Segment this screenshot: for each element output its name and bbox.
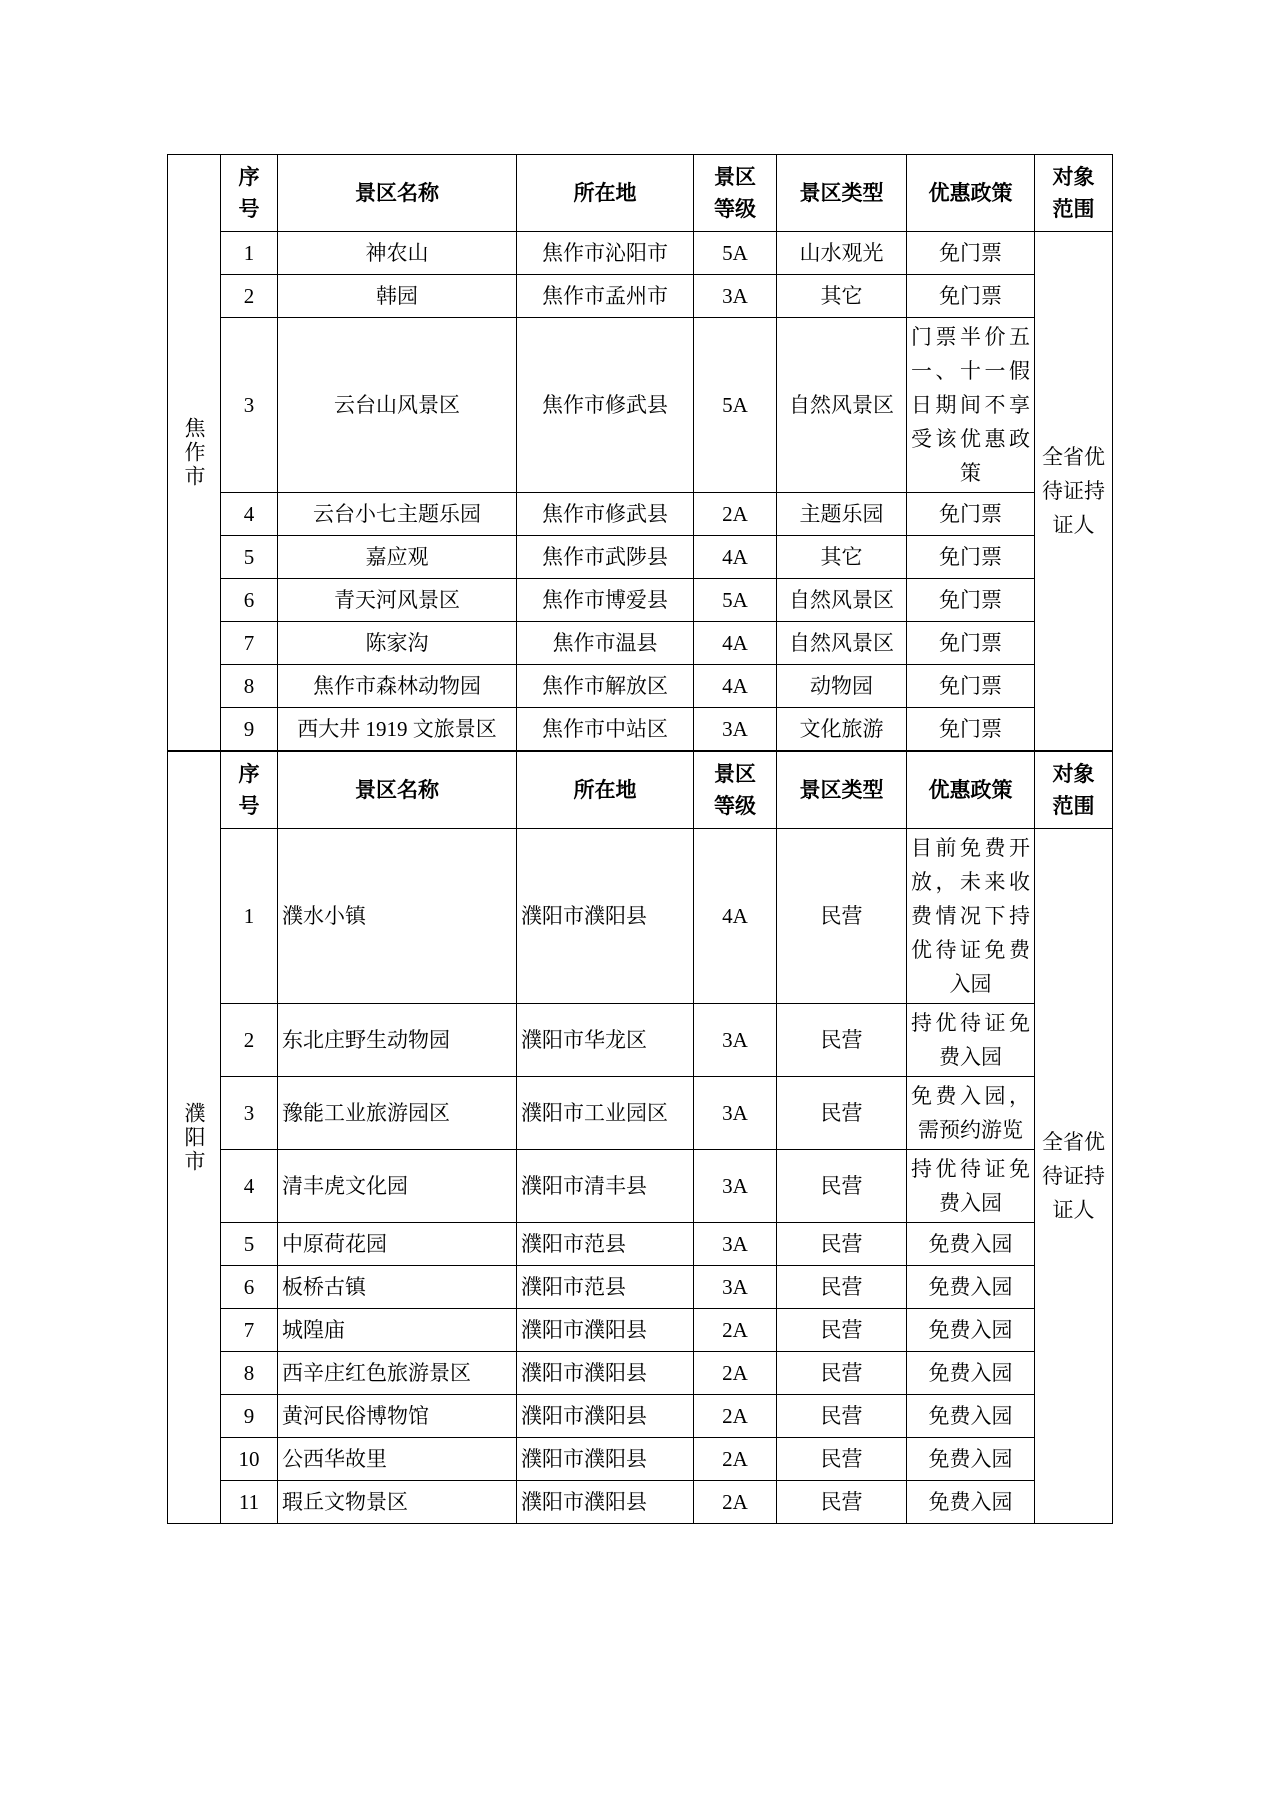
policy: 免门票 — [907, 708, 1035, 751]
location: 焦作市修武县 — [517, 318, 694, 493]
table-row — [168, 665, 1113, 708]
table-header-row — [168, 752, 1113, 829]
row-number: 1 — [221, 232, 278, 275]
column-header-name: 景区名称 — [278, 155, 517, 232]
table-row — [168, 1150, 1113, 1223]
table-row — [168, 1266, 1113, 1309]
type: 民营 — [777, 1438, 907, 1481]
grade: 5A — [694, 579, 777, 622]
table-row — [168, 493, 1113, 536]
type: 动物园 — [777, 665, 907, 708]
table-header-row — [168, 155, 1113, 232]
type: 自然风景区 — [777, 622, 907, 665]
row-number: 11 — [221, 1481, 278, 1524]
table-row — [168, 232, 1113, 275]
location: 焦作市解放区 — [517, 665, 694, 708]
scenic-area-name: 黄河民俗博物馆 — [278, 1395, 517, 1438]
grade: 2A — [694, 1352, 777, 1395]
row-number: 6 — [221, 579, 278, 622]
scenic-area-name: 公西华故里 — [278, 1438, 517, 1481]
type: 民营 — [777, 829, 907, 1004]
row-number: 8 — [221, 1352, 278, 1395]
column-header-name: 景区名称 — [278, 752, 517, 829]
scenic-area-name: 西大井 1919 文旅景区 — [278, 708, 517, 751]
policy: 持优待证免费入园 — [907, 1150, 1035, 1223]
type: 民营 — [777, 1309, 907, 1352]
type: 民营 — [777, 1004, 907, 1077]
scenic-area-name: 清丰虎文化园 — [278, 1150, 517, 1223]
policy: 免费入园 — [907, 1395, 1035, 1438]
grade: 4A — [694, 665, 777, 708]
column-header-policy: 优惠政策 — [907, 752, 1035, 829]
row-number: 5 — [221, 536, 278, 579]
type: 自然风景区 — [777, 579, 907, 622]
table-row — [168, 1438, 1113, 1481]
column-header-location: 所在地 — [517, 155, 694, 232]
type: 民营 — [777, 1352, 907, 1395]
policy: 免门票 — [907, 622, 1035, 665]
row-number: 4 — [221, 1150, 278, 1223]
type: 主题乐园 — [777, 493, 907, 536]
location: 焦作市沁阳市 — [517, 232, 694, 275]
scenic-area-name: 嘉应观 — [278, 536, 517, 579]
column-header-grade: 景区等级 — [694, 752, 777, 829]
table-row — [168, 1223, 1113, 1266]
scenic-area-name: 中原荷花园 — [278, 1223, 517, 1266]
table-row — [168, 622, 1113, 665]
scenic-area-name: 瑕丘文物景区 — [278, 1481, 517, 1524]
row-number: 7 — [221, 1309, 278, 1352]
policy: 免费入园 — [907, 1352, 1035, 1395]
column-header-type: 景区类型 — [777, 155, 907, 232]
scenic-area-name: 云台小七主题乐园 — [278, 493, 517, 536]
location: 濮阳市华龙区 — [517, 1004, 694, 1077]
grade: 5A — [694, 318, 777, 493]
location: 濮阳市濮阳县 — [517, 1438, 694, 1481]
location: 濮阳市范县 — [517, 1266, 694, 1309]
scenic-area-name: 青天河风景区 — [278, 579, 517, 622]
grade: 5A — [694, 232, 777, 275]
grade: 4A — [694, 829, 777, 1004]
table-row — [168, 536, 1113, 579]
location: 濮阳市濮阳县 — [517, 1481, 694, 1524]
table-row — [168, 829, 1113, 1004]
policy: 目前免费开放，未来收费情况下持优待证免费入园 — [907, 829, 1035, 1004]
column-header-policy: 优惠政策 — [907, 155, 1035, 232]
row-number: 9 — [221, 1395, 278, 1438]
location: 濮阳市濮阳县 — [517, 1309, 694, 1352]
grade: 3A — [694, 275, 777, 318]
scenic-area-table — [167, 751, 1113, 1524]
scenic-area-tables — [0, 154, 1280, 1524]
type: 其它 — [777, 536, 907, 579]
table-row — [168, 708, 1113, 751]
row-number: 5 — [221, 1223, 278, 1266]
table-row — [168, 1481, 1113, 1524]
grade: 2A — [694, 1395, 777, 1438]
table-row — [168, 1395, 1113, 1438]
policy: 免费入园，需预约游览 — [907, 1077, 1035, 1150]
type: 民营 — [777, 1266, 907, 1309]
policy: 持优待证免费入园 — [907, 1004, 1035, 1077]
location: 濮阳市濮阳县 — [517, 1352, 694, 1395]
policy: 免费入园 — [907, 1438, 1035, 1481]
table-row — [168, 579, 1113, 622]
scenic-area-name: 濮水小镇 — [278, 829, 517, 1004]
row-number: 10 — [221, 1438, 278, 1481]
table-row — [168, 1352, 1113, 1395]
scenic-area-table — [167, 154, 1113, 751]
table-row — [168, 1077, 1113, 1150]
scenic-area-name: 韩园 — [278, 275, 517, 318]
scenic-area-name: 神农山 — [278, 232, 517, 275]
city-label: 焦作市 — [168, 155, 221, 751]
policy: 免门票 — [907, 665, 1035, 708]
city-label: 濮阳市 — [168, 752, 221, 1524]
scope-cell: 全省优待证持证人 — [1035, 829, 1113, 1524]
table-row — [168, 275, 1113, 318]
policy: 免门票 — [907, 536, 1035, 579]
location: 濮阳市清丰县 — [517, 1150, 694, 1223]
row-number: 2 — [221, 1004, 278, 1077]
scenic-area-name: 板桥古镇 — [278, 1266, 517, 1309]
column-header-scope: 对象范围 — [1035, 752, 1113, 829]
column-header-location: 所在地 — [517, 752, 694, 829]
location: 焦作市温县 — [517, 622, 694, 665]
location: 濮阳市濮阳县 — [517, 829, 694, 1004]
grade: 3A — [694, 1004, 777, 1077]
location: 濮阳市濮阳县 — [517, 1395, 694, 1438]
grade: 2A — [694, 1309, 777, 1352]
grade: 4A — [694, 536, 777, 579]
policy: 免费入园 — [907, 1223, 1035, 1266]
policy: 免门票 — [907, 493, 1035, 536]
grade: 4A — [694, 622, 777, 665]
row-number: 1 — [221, 829, 278, 1004]
scenic-area-name: 东北庄野生动物园 — [278, 1004, 517, 1077]
row-number: 3 — [221, 1077, 278, 1150]
column-header-no: 序号 — [221, 155, 278, 232]
location: 濮阳市工业园区 — [517, 1077, 694, 1150]
row-number: 3 — [221, 318, 278, 493]
type: 民营 — [777, 1223, 907, 1266]
location: 濮阳市范县 — [517, 1223, 694, 1266]
column-header-scope: 对象范围 — [1035, 155, 1113, 232]
column-header-no: 序号 — [221, 752, 278, 829]
type: 民营 — [777, 1077, 907, 1150]
scenic-area-name: 城隍庙 — [278, 1309, 517, 1352]
column-header-grade: 景区等级 — [694, 155, 777, 232]
grade: 3A — [694, 1077, 777, 1150]
scenic-area-name: 焦作市森林动物园 — [278, 665, 517, 708]
type: 民营 — [777, 1481, 907, 1524]
type: 文化旅游 — [777, 708, 907, 751]
type: 民营 — [777, 1150, 907, 1223]
grade: 3A — [694, 708, 777, 751]
type: 山水观光 — [777, 232, 907, 275]
grade: 2A — [694, 1481, 777, 1524]
location: 焦作市修武县 — [517, 493, 694, 536]
scenic-area-name: 西辛庄红色旅游景区 — [278, 1352, 517, 1395]
grade: 3A — [694, 1223, 777, 1266]
row-number: 9 — [221, 708, 278, 751]
policy: 免费入园 — [907, 1481, 1035, 1524]
type: 自然风景区 — [777, 318, 907, 493]
scenic-area-name: 云台山风景区 — [278, 318, 517, 493]
policy: 免门票 — [907, 232, 1035, 275]
location: 焦作市武陟县 — [517, 536, 694, 579]
grade: 2A — [694, 1438, 777, 1481]
scenic-area-name: 陈家沟 — [278, 622, 517, 665]
row-number: 2 — [221, 275, 278, 318]
type: 其它 — [777, 275, 907, 318]
policy: 免门票 — [907, 579, 1035, 622]
row-number: 8 — [221, 665, 278, 708]
location: 焦作市孟州市 — [517, 275, 694, 318]
grade: 2A — [694, 493, 777, 536]
row-number: 4 — [221, 493, 278, 536]
policy: 免费入园 — [907, 1266, 1035, 1309]
table-row — [168, 318, 1113, 493]
table-row — [168, 1309, 1113, 1352]
policy: 门票半价五一、十一假日期间不享受该优惠政策 — [907, 318, 1035, 493]
location: 焦作市中站区 — [517, 708, 694, 751]
policy: 免门票 — [907, 275, 1035, 318]
row-number: 6 — [221, 1266, 278, 1309]
column-header-type: 景区类型 — [777, 752, 907, 829]
scenic-area-name: 豫能工业旅游园区 — [278, 1077, 517, 1150]
scope-cell: 全省优待证持证人 — [1035, 232, 1113, 751]
grade: 3A — [694, 1266, 777, 1309]
table-row — [168, 1004, 1113, 1077]
type: 民营 — [777, 1395, 907, 1438]
grade: 3A — [694, 1150, 777, 1223]
policy: 免费入园 — [907, 1309, 1035, 1352]
location: 焦作市博爱县 — [517, 579, 694, 622]
row-number: 7 — [221, 622, 278, 665]
